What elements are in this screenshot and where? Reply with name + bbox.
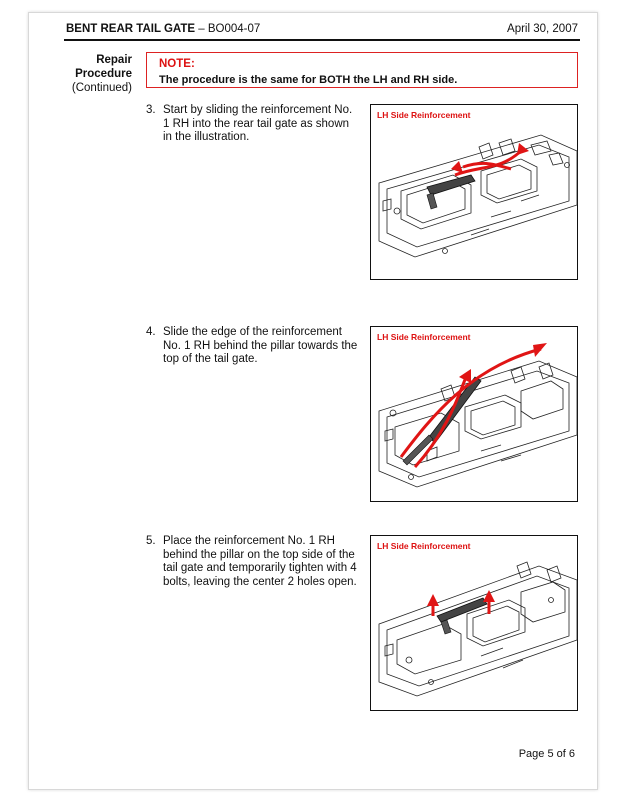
tailgate-drawing (371, 327, 579, 503)
header-rule (64, 39, 580, 41)
tailgate-drawing (371, 105, 579, 281)
step-text: Start by sliding the reinforcement No. 1 RH into the rear tail gate as shown in the illustration. (163, 104, 353, 143)
document-header (66, 23, 580, 39)
illustration-caption: LH Side Reinforcement (377, 110, 471, 120)
document-date: April 30, 2007 (507, 23, 578, 35)
section-label-line2: Procedure (75, 68, 132, 80)
document-title-bold: BENT REAR TAIL GATE (66, 23, 196, 35)
step-text: Slide the edge of the reinforcement No. 1 RH behind the pillar towards the top of the tail gate. (163, 326, 358, 365)
document-code: – BO004-07 (195, 23, 261, 35)
step-number: 4. (146, 326, 156, 338)
note-box (146, 52, 578, 88)
tailgate-drawing (371, 536, 579, 712)
step-number: 5. (146, 535, 156, 547)
illustration-caption: LH Side Reinforcement (377, 332, 471, 342)
section-label-line3: (Continued) (71, 82, 132, 94)
note-title: NOTE: (159, 58, 195, 70)
note-text: The procedure is the same for BOTH the LH and RH side. (159, 74, 458, 86)
step-number: 3. (146, 104, 156, 116)
page-number: Page 5 of 6 (518, 748, 575, 760)
step-4-illustration (370, 326, 578, 502)
section-label-line1: Repair (96, 54, 132, 66)
document-title (66, 23, 260, 35)
step-text: Place the reinforcement No. 1 RH behind the pillar on the top side of the tail gate and temporarily tighten with 4 bolts, leaving the center 2 holes open. (163, 535, 357, 588)
step-5-illustration (370, 535, 578, 711)
section-label (40, 53, 132, 95)
illustration-caption: LH Side Reinforcement (377, 541, 471, 551)
step-3-illustration (370, 104, 578, 280)
